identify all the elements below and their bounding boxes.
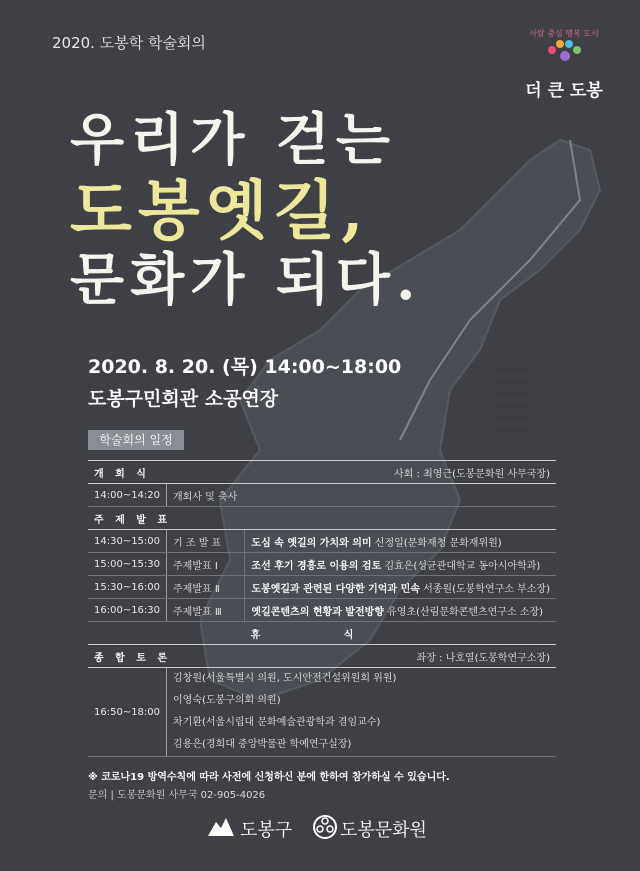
footer-org-cultural-center: 도봉문화원 (340, 820, 427, 841)
talk-kind: 주제발표 Ⅲ (167, 599, 245, 622)
talks-heading: 주 제 발 표 (88, 507, 556, 530)
event-name: 2020. 도봉학 학술회의 (52, 34, 206, 52)
opening-heading: 개 회 식 (88, 461, 245, 484)
panelist: 김창원(서울특별시 의원, 도시안전건설위원회 위원) (173, 673, 397, 684)
talk-time: 16:00~16:30 (88, 599, 167, 622)
discussion-time: 16:50~18:00 (88, 668, 167, 757)
title-line-3: 문화가 되다. (70, 247, 422, 313)
talk-speaker: 서종원(도봉학연구소 부소장) (423, 583, 550, 595)
schedule-table (88, 460, 556, 757)
logo-text: 더 큰 도봉 (525, 81, 603, 101)
cultural-center-flower-icon (312, 814, 338, 840)
table-row (88, 668, 556, 757)
talk-speaker: 김효은(성균관대학교 동아시아학과) (384, 560, 541, 572)
logo-flower-icon (542, 30, 588, 70)
panelist: 이영숙(도봉구의회 의원) (173, 695, 281, 706)
talk-kind: 기 조 발 표 (167, 530, 245, 553)
covid-notice: ※ 코로나19 방역수칙에 따라 사전에 신청하신 분에 한하여 참가하실 수 있습니다. (88, 772, 450, 783)
talk-title: 옛길콘텐츠의 현황과 발전방향 (251, 606, 384, 618)
city-logo (522, 28, 606, 100)
talk-time: 15:30~16:00 (88, 576, 167, 599)
panelist: 차기환(서울시립대 문화예술관광학과 겸임교수) (173, 717, 381, 728)
logo-arc-text: 사람 중심 행복 도시 (529, 29, 599, 38)
panelist-list (167, 668, 556, 757)
break-label: 휴 식 (88, 622, 556, 645)
discussion-section-header (88, 645, 556, 668)
talk-cell (245, 576, 556, 599)
contact-info: 문의 | 도봉문화원 사무국 02-905-4026 (88, 790, 266, 801)
talk-cell (245, 553, 556, 576)
talk-speaker: 신정일(문화재청 문화재위원) (374, 537, 502, 549)
discussion-chair: 좌장 : 나호열(도봉학연구소장) (245, 645, 556, 668)
event-venue: 도봉구민회관 소공연장 (88, 388, 279, 410)
title-line-2: 도봉옛길, (70, 174, 370, 249)
talk-cell (245, 599, 556, 622)
talk-title: 조선 후기 경흥로 이용의 검토 (251, 560, 382, 572)
talks-section-header (88, 507, 556, 530)
opening-time: 14:00~14:20 (88, 484, 167, 507)
talk-title: 도봉옛길과 관련된 다양한 기억과 민속 (251, 583, 420, 595)
event-datetime: 2020. 8. 20. (목) 14:00~18:00 (88, 356, 402, 378)
schedule-tag: 학술회의 일정 (88, 430, 184, 450)
table-row (88, 530, 556, 553)
talk-time: 15:00~15:30 (88, 553, 167, 576)
dobong-gu-mountain-icon (206, 814, 236, 840)
talk-kind: 주제발표 Ⅱ (167, 576, 245, 599)
footer (0, 814, 640, 844)
opening-host: 사회 : 최영근(도봉문화원 사무국장) (245, 461, 556, 484)
footer-org-dobong-gu: 도봉구 (240, 820, 293, 841)
talk-time: 14:30~15:00 (88, 530, 167, 553)
table-row (88, 553, 556, 576)
talk-speaker: 유영초(산림문화콘텐츠연구소 소장) (387, 606, 544, 618)
panelist: 김용은(경희대 중앙박물관 학예연구실장) (173, 739, 352, 750)
table-row (88, 484, 556, 507)
discussion-heading: 종 합 토 론 (88, 645, 245, 668)
talk-cell (245, 530, 556, 553)
break-row (88, 622, 556, 645)
table-row (88, 576, 556, 599)
talk-kind: 주제발표 Ⅰ (167, 553, 245, 576)
talk-title: 도심 속 옛길의 가치와 의미 (251, 537, 372, 549)
title-line-1: 우리가 걷는 (70, 107, 396, 173)
table-row (88, 599, 556, 622)
opening-section-header (88, 461, 556, 484)
opening-item: 개회사 및 축사 (167, 484, 556, 507)
